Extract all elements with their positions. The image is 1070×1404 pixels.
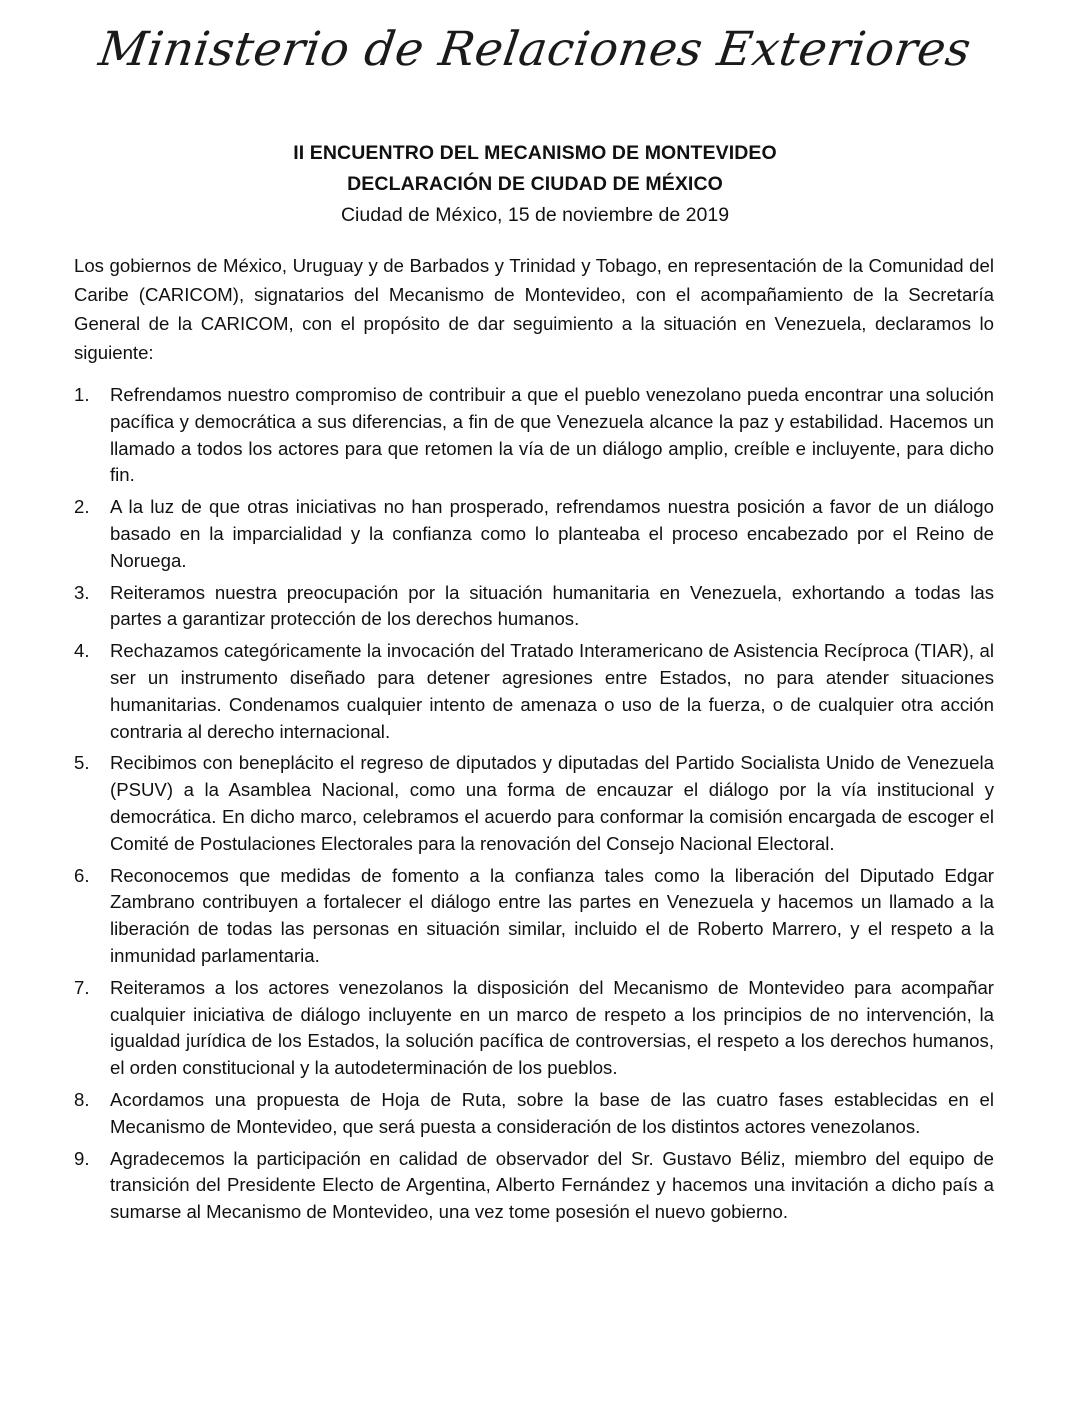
title-block xyxy=(0,138,1070,230)
declaration-point xyxy=(74,750,994,857)
point-number: 8. xyxy=(74,1088,90,1110)
document-title: II ENCUENTRO DEL MECANISMO DE MONTEVIDEO xyxy=(293,142,777,164)
point-number: 1. xyxy=(74,384,90,405)
document-subtitle: DECLARACIÓN DE CIUDAD DE MÉXICO xyxy=(347,173,723,195)
document-date: Ciudad de México, 15 de noviembre de 2019 xyxy=(340,204,730,226)
declaration-point xyxy=(74,1087,994,1141)
point-text: Acordamos una propuesta de Hoja de Ruta, sobre la base de las cuatro fases establecidas en el Mecanismo de Montevideo, que será puesta a consideración de los distintos actores venezolanos. xyxy=(110,1088,994,1137)
point-number: 9. xyxy=(74,1147,90,1169)
point-text: Reiteramos nuestra preocupación por la situación humanitaria en Venezuela, exhortando a todas las partes a garantizar protección de los derechos humanos. xyxy=(110,581,994,630)
point-number: 3. xyxy=(74,581,90,603)
declaration-point xyxy=(74,382,994,489)
point-number: 6. xyxy=(74,864,90,886)
point-number: 4. xyxy=(74,640,90,662)
point-text: Refrendamos nuestro compromiso de contribuir a que el pueblo venezolano pueda encontrar una solución pacífica y democrática a sus diferencias, a fin de que Venezuela alcance la paz y estabilidad. Hacemos un llamado a todos los actores para que retomen la vía de un diálogo amplio, creíble e incluyente, para dicho fin. xyxy=(110,384,994,486)
point-text: Reiteramos a los actores venezolanos la disposición del Mecanismo de Montevideo para acompañar cualquier iniciativa de diálogo incluyente en un marco de respeto a los principios de no intervención, la igualdad jurídica de los Estados, la solución pacífica de controversias, el respeto a los derechos humanos, el orden constitucional y la autodeterminación de los pueblos. xyxy=(110,976,994,1079)
point-text: Reconocemos que medidas de fomento a la confianza tales como la liberación del Diputado Edgar Zambrano contribuyen a fortalecer el diálogo entre las partes en Venezuela y hacemos un llamado a la liberación de todas las personas en situación similar, incluido el de Roberto Marrero, y el respeto a la inmunidad parlamentaria. xyxy=(110,864,994,966)
letterhead: Ministerio de Relaciones Exteriores xyxy=(95,22,975,77)
declaration-point xyxy=(74,975,994,1082)
point-text: A la luz de que otras iniciativas no han prosperado, refrendamos nuestra posición a favor de un diálogo basado en la imparcialidad y la confianza como lo planteaba el proceso encabezado por el Reino de Noruega. xyxy=(110,496,994,571)
intro-paragraph: Los gobiernos de México, Uruguay y de Barbados y Trinidad y Tobago, en representación de la Comunidad del Caribe (CARICOM), signatarios del Mecanismo de Montevideo, con el acompañamiento de la Secretaría General de la CARICOM, con el propósito de dar seguimiento a la situación en Venezuela, declaramos lo siguiente: xyxy=(74,255,994,363)
declaration-point xyxy=(74,638,994,745)
point-number: 7. xyxy=(74,976,90,998)
point-number: 5. xyxy=(74,752,90,774)
declaration-point xyxy=(74,580,994,634)
point-number: 2. xyxy=(74,496,90,518)
declaration-point xyxy=(74,494,994,574)
declaration-point xyxy=(74,863,994,970)
declaration-points xyxy=(74,382,994,1231)
point-text: Rechazamos categóricamente la invocación del Tratado Interamericano de Asistencia Recíproca (TIAR), al ser un instrumento diseñado para detener agresiones entre Estados, no para atender situaciones humanitarias. Condenamos cualquier intento de amenaza o uso de la fuerza, o de cualquier otra acción contraria al derecho internacional. xyxy=(110,640,994,742)
point-text: Agradecemos la participación en calidad de observador del Sr. Gustavo Béliz, miembro del equipo de transición del Presidente Electo de Argentina, Alberto Fernández y hacemos una invitación a dicho país a sumarse al Mecanismo de Montevideo, una vez tome posesión el nuevo gobierno. xyxy=(110,1147,994,1223)
declaration-point xyxy=(74,1146,994,1226)
point-text: Recibimos con beneplácito el regreso de diputados y diputadas del Partido Socialista Unido de Venezuela (PSUV) a la Asamblea Nacional, como una forma de encauzar el diálogo por la vía institucional y democrática. En dicho marco, celebramos el acuerdo para conformar la comisión encargada de escoger el Comité de Postulaciones Electorales para la renovación del Consejo Nacional Electoral. xyxy=(110,752,994,854)
